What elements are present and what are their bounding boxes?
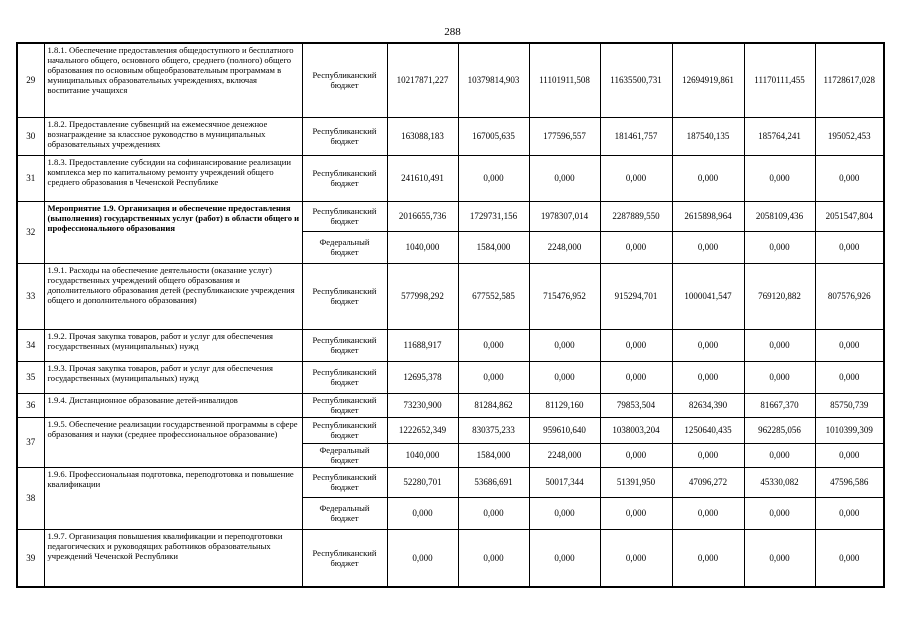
amount-cell: 0,000 [529,529,600,587]
funding-source: Федеральный бюджет [302,497,387,529]
row-number: 35 [17,361,44,393]
table-row [17,393,884,417]
amount-cell: 0,000 [744,231,815,263]
amount-cell: 2058109,436 [744,201,815,231]
row-description: 1.8.3. Предоставление субсидии на софинансирование реализации комплекса мер по капитальному ремонту учреждений общего среднего образования в Чеченской Республике [44,155,302,201]
amount-cell: 181461,757 [600,117,672,155]
amount-cell: 185764,241 [744,117,815,155]
amount-cell: 1978307,014 [529,201,600,231]
amount-cell: 0,000 [815,155,884,201]
amount-cell: 73230,900 [387,393,458,417]
row-number: 38 [17,467,44,529]
amount-cell: 830375,233 [458,417,529,443]
amount-cell: 81129,160 [529,393,600,417]
funding-source: Республиканский бюджет [302,361,387,393]
row-description: 1.8.2. Предоставление субвенций на ежемесячное денежное вознаграждение за классное руководство в муниципальных образовательных учреждениях [44,117,302,155]
amount-cell: 11728617,028 [815,43,884,117]
amount-cell: 0,000 [672,529,744,587]
amount-cell: 915294,701 [600,263,672,329]
row-number: 32 [17,201,44,263]
row-description: 1.9.7. Организация повышения квалификации и переподготовки педагогических и руководящих работников образовательных учреждений Чеченской Республики [44,529,302,587]
amount-cell: 959610,640 [529,417,600,443]
row-number: 37 [17,417,44,467]
amount-cell: 677552,585 [458,263,529,329]
amount-cell: 0,000 [815,497,884,529]
amount-cell: 2248,000 [529,231,600,263]
table-row [17,155,884,201]
amount-cell: 0,000 [744,155,815,201]
amount-cell: 0,000 [458,529,529,587]
amount-cell: 0,000 [672,231,744,263]
amount-cell: 577998,292 [387,263,458,329]
row-description: 1.8.1. Обеспечение предоставления общедоступного и бесплатного начального общего, основного общего, среднего (полного) общего образования по основным общеобразовательным программам в муниципальных образовательных учреждениях, включая воспитание учащихся [44,43,302,117]
amount-cell: 81667,370 [744,393,815,417]
amount-cell: 2016655,736 [387,201,458,231]
amount-cell: 47596,586 [815,467,884,497]
amount-cell: 45330,082 [744,467,815,497]
table-row [17,329,884,361]
amount-cell: 0,000 [529,329,600,361]
amount-cell: 0,000 [600,329,672,361]
amount-cell: 0,000 [672,155,744,201]
amount-cell: 715476,952 [529,263,600,329]
funding-source: Республиканский бюджет [302,329,387,361]
amount-cell: 0,000 [815,329,884,361]
amount-cell: 11688,917 [387,329,458,361]
amount-cell: 0,000 [815,231,884,263]
row-number: 36 [17,393,44,417]
amount-cell: 962285,056 [744,417,815,443]
amount-cell: 85750,739 [815,393,884,417]
amount-cell: 0,000 [744,443,815,467]
amount-cell: 0,000 [672,329,744,361]
amount-cell: 1584,000 [458,231,529,263]
amount-cell: 0,000 [458,155,529,201]
amount-cell: 11635500,731 [600,43,672,117]
amount-cell: 1040,000 [387,443,458,467]
amount-cell: 0,000 [458,329,529,361]
amount-cell: 0,000 [600,443,672,467]
amount-cell: 0,000 [387,529,458,587]
amount-cell: 163088,183 [387,117,458,155]
amount-cell: 0,000 [744,361,815,393]
table-row [17,467,884,497]
funding-source: Федеральный бюджет [302,443,387,467]
amount-cell: 241610,491 [387,155,458,201]
amount-cell: 2051547,804 [815,201,884,231]
amount-cell: 81284,862 [458,393,529,417]
amount-cell: 167005,635 [458,117,529,155]
table-row [17,263,884,329]
funding-source: Республиканский бюджет [302,201,387,231]
amount-cell: 0,000 [815,529,884,587]
amount-cell: 0,000 [744,329,815,361]
amount-cell: 1729731,156 [458,201,529,231]
row-description: 1.9.6. Профессиональная подготовка, переподготовка и повышение квалификации [44,467,302,529]
amount-cell: 195052,453 [815,117,884,155]
table-row [17,43,884,117]
funding-source: Республиканский бюджет [302,417,387,443]
amount-cell: 2287889,550 [600,201,672,231]
amount-cell: 10217871,227 [387,43,458,117]
page-number: 288 [444,26,461,38]
amount-cell: 11101911,508 [529,43,600,117]
amount-cell: 177596,557 [529,117,600,155]
amount-cell: 12695,378 [387,361,458,393]
amount-cell: 0,000 [458,497,529,529]
row-number: 30 [17,117,44,155]
amount-cell: 82634,390 [672,393,744,417]
funding-source: Федеральный бюджет [302,231,387,263]
row-description: 1.9.4. Дистанционное образование детей-инвалидов [44,393,302,417]
row-number: 33 [17,263,44,329]
row-description: 1.9.1. Расходы на обеспечение деятельности (оказание услуг) государственных учреждений общего образования и дополнительного образования детей (республиканские учреждения общего и дополнительного образования) [44,263,302,329]
amount-cell: 0,000 [600,155,672,201]
amount-cell: 79853,504 [600,393,672,417]
amount-cell: 2248,000 [529,443,600,467]
amount-cell: 0,000 [529,361,600,393]
amount-cell: 11170111,455 [744,43,815,117]
row-number: 34 [17,329,44,361]
table-row [17,201,884,231]
amount-cell: 1222652,349 [387,417,458,443]
amount-cell: 1584,000 [458,443,529,467]
funding-source: Республиканский бюджет [302,43,387,117]
row-number: 31 [17,155,44,201]
row-description: 1.9.3. Прочая закупка товаров, работ и услуг для обеспечения государственных (муниципальных) нужд [44,361,302,393]
amount-cell: 0,000 [529,497,600,529]
funding-source: Республиканский бюджет [302,529,387,587]
amount-cell: 0,000 [387,497,458,529]
amount-cell: 0,000 [600,497,672,529]
amount-cell: 0,000 [672,361,744,393]
amount-cell: 1250640,435 [672,417,744,443]
row-description: Мероприятие 1.9. Организация и обеспечение предоставления (выполнения) государственных услуг (работ) в области общего и профессионального образования [44,201,302,263]
amount-cell: 769120,882 [744,263,815,329]
amount-cell: 47096,272 [672,467,744,497]
table-row [17,529,884,587]
amount-cell: 51391,950 [600,467,672,497]
row-number: 29 [17,43,44,117]
row-number: 39 [17,529,44,587]
amount-cell: 0,000 [744,529,815,587]
funding-source: Республиканский бюджет [302,155,387,201]
amount-cell: 1038003,204 [600,417,672,443]
amount-cell: 0,000 [815,361,884,393]
amount-cell: 1000041,547 [672,263,744,329]
funding-source: Республиканский бюджет [302,117,387,155]
amount-cell: 1010399,309 [815,417,884,443]
funding-source: Республиканский бюджет [302,263,387,329]
amount-cell: 0,000 [529,155,600,201]
amount-cell: 2615898,964 [672,201,744,231]
table-row [17,361,884,393]
amount-cell: 0,000 [672,443,744,467]
budget-table [16,42,885,588]
amount-cell: 0,000 [672,497,744,529]
amount-cell: 52280,701 [387,467,458,497]
amount-cell: 0,000 [600,361,672,393]
amount-cell: 50017,344 [529,467,600,497]
amount-cell: 12694919,861 [672,43,744,117]
amount-cell: 0,000 [815,443,884,467]
funding-source: Республиканский бюджет [302,467,387,497]
row-description: 1.9.5. Обеспечение реализации государственной программы в сфере образования и науки (среднее профессиональное образование) [44,417,302,467]
funding-source: Республиканский бюджет [302,393,387,417]
row-description: 1.9.2. Прочая закупка товаров, работ и услуг для обеспечения государственных (муниципальных) нужд [44,329,302,361]
amount-cell: 0,000 [600,231,672,263]
amount-cell: 53686,691 [458,467,529,497]
amount-cell: 10379814,903 [458,43,529,117]
amount-cell: 1040,000 [387,231,458,263]
amount-cell: 0,000 [600,529,672,587]
amount-cell: 0,000 [458,361,529,393]
table-row [17,117,884,155]
table-row [17,417,884,443]
amount-cell: 187540,135 [672,117,744,155]
amount-cell: 0,000 [744,497,815,529]
amount-cell: 807576,926 [815,263,884,329]
